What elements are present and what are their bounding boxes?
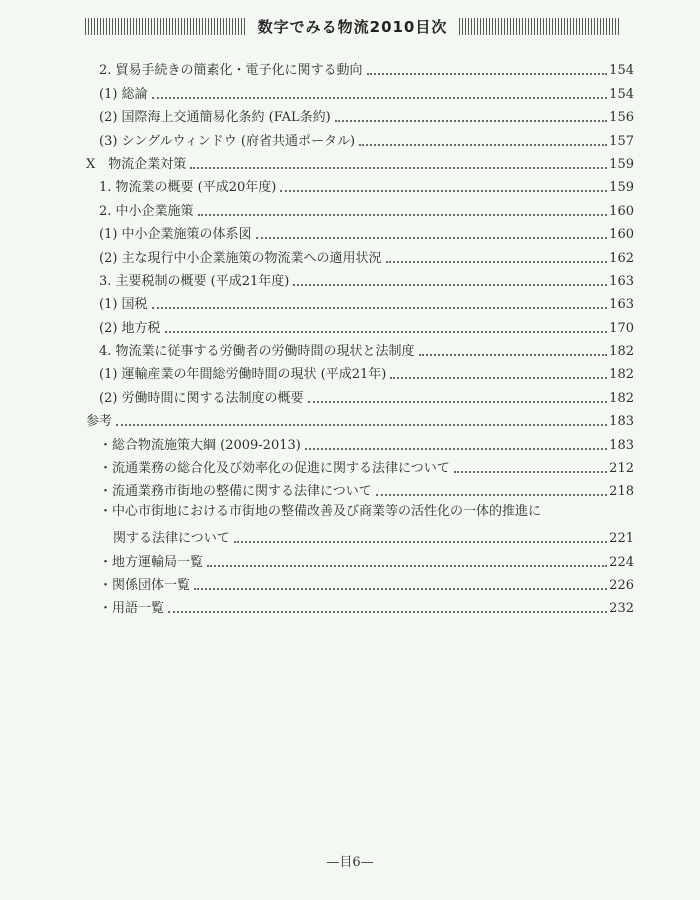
toc-leader-dots xyxy=(419,354,608,356)
toc-entry-page: 183 xyxy=(609,437,634,453)
toc-entry-page: 156 xyxy=(609,110,634,126)
toc-leader-dots xyxy=(152,97,608,99)
toc-entry[interactable] xyxy=(86,152,634,175)
toc-leader-dots xyxy=(308,401,608,403)
toc-entry-label: 1. 物流業の概要 (平成20年度) xyxy=(99,180,277,196)
toc-entry-label: (2) 国際海上交通簡易化条約 (FAL条約) xyxy=(99,110,331,126)
toc-entry-page: 182 xyxy=(609,344,634,360)
toc-entry-page: 232 xyxy=(609,601,634,617)
toc-entry-page: 183 xyxy=(609,414,634,430)
toc-entry-label: 2. 中小企業施策 xyxy=(99,203,194,219)
toc-entry-page: 154 xyxy=(609,63,634,79)
toc-entry-label: X 物流企業対策 xyxy=(86,156,187,172)
toc-leader-dots xyxy=(335,120,607,122)
toc-entry-page: 159 xyxy=(609,156,634,172)
toc-leader-dots xyxy=(116,424,607,426)
page-number: —目6— xyxy=(326,855,374,870)
toc-entry[interactable] xyxy=(86,596,634,619)
toc-entry-label: 3. 主要税制の概要 (平成21年度) xyxy=(99,273,290,289)
toc-entry-page: 157 xyxy=(609,133,634,149)
toc-entry-page: 226 xyxy=(609,577,634,593)
toc-entry[interactable] xyxy=(86,269,634,292)
toc-leader-dots xyxy=(390,377,607,379)
toc-leader-dots xyxy=(190,167,607,169)
toc-leader-dots xyxy=(280,190,607,192)
toc-leader-dots xyxy=(198,214,608,216)
toc-entry-page: 221 xyxy=(609,531,634,547)
toc-entry[interactable] xyxy=(86,409,634,432)
toc-leader-dots xyxy=(168,611,607,613)
toc-entry[interactable] xyxy=(86,573,634,596)
toc-leader-dots xyxy=(454,471,607,473)
toc-entry[interactable] xyxy=(86,245,634,268)
toc-entry-page: 224 xyxy=(609,554,634,570)
toc-list xyxy=(86,58,634,619)
toc-entry-label: (2) 労働時間に関する法制度の概要 xyxy=(99,390,304,406)
toc-entry[interactable] xyxy=(86,175,634,198)
toc-entry-label: (1) 国税 xyxy=(99,297,148,313)
toc-entry[interactable] xyxy=(86,198,634,221)
toc-entry-page: 212 xyxy=(609,461,634,477)
toc-leader-dots xyxy=(305,448,607,450)
toc-entry[interactable] xyxy=(86,432,634,455)
toc-leader-dots xyxy=(376,494,607,496)
header-hatch-left xyxy=(85,18,246,35)
toc-entry-label: ・流通業務市街地の整備に関する法律について xyxy=(99,484,372,500)
toc-leader-dots xyxy=(293,284,607,286)
toc-entry-page: 218 xyxy=(609,484,634,500)
toc-leader-dots xyxy=(234,541,607,543)
toc-entry[interactable] xyxy=(86,128,634,151)
toc-entry-label: 参考 xyxy=(86,414,113,430)
toc-entry[interactable] xyxy=(86,339,634,362)
toc-entry-page: 159 xyxy=(609,180,634,196)
toc-entry-label: (2) 地方税 xyxy=(99,320,161,336)
toc-entry-label: 関する法律について xyxy=(113,531,230,547)
toc-entry[interactable] xyxy=(86,81,634,104)
toc-entry-label: 2. 貿易手続きの簡素化・電子化に関する動向 xyxy=(99,63,363,79)
toc-entry[interactable] xyxy=(86,479,634,502)
toc-leader-dots xyxy=(207,565,607,567)
page-header xyxy=(85,14,620,38)
page-title: 数字でみる物流2010目次 xyxy=(257,17,448,36)
toc-entry[interactable] xyxy=(86,292,634,315)
toc-leader-dots xyxy=(194,588,607,590)
toc-leader-dots xyxy=(256,237,608,239)
toc-entry-page: 160 xyxy=(609,227,634,243)
toc-entry-label: ・地方運輸局一覧 xyxy=(99,554,204,570)
toc-entry[interactable] xyxy=(86,549,634,572)
toc-entry-label: (3) シングルウィンドウ (府省共通ポータル) xyxy=(99,133,356,149)
toc-entry-label: (1) 総論 xyxy=(99,86,148,102)
toc-entry[interactable] xyxy=(86,456,634,479)
toc-entry-page: 163 xyxy=(609,297,634,313)
toc-entry[interactable] xyxy=(86,362,634,385)
toc-entry-page: 154 xyxy=(609,86,634,102)
toc-entry[interactable] xyxy=(86,222,634,245)
toc-entry[interactable] xyxy=(86,502,634,525)
toc-leader-dots xyxy=(367,73,608,75)
toc-entry-label: ・中心市街地における市街地の整備改善及び商業等の活性化の一体的推進に xyxy=(99,504,542,520)
toc-entry-page: 182 xyxy=(609,367,634,383)
toc-entry-label: ・流通業務の総合化及び効率化の促進に関する法律について xyxy=(99,461,450,477)
toc-entry-label: ・総合物流施策大綱 (2009-2013) xyxy=(99,437,301,453)
toc-entry[interactable] xyxy=(86,58,634,81)
toc-entry-label: (1) 中小企業施策の体系図 xyxy=(99,227,252,243)
toc-entry-label: (2) 主な現行中小企業施策の物流業への適用状況 xyxy=(99,250,382,266)
header-hatch-right xyxy=(459,18,620,35)
toc-entry-label: (1) 運輸産業の年間総労働時間の現状 (平成21年) xyxy=(99,367,387,383)
toc-entry-page: 170 xyxy=(609,320,634,336)
toc-entry-label: ・関係団体一覧 xyxy=(99,577,191,593)
toc-leader-dots xyxy=(165,331,608,333)
toc-leader-dots xyxy=(359,144,607,146)
toc-entry-page: 163 xyxy=(609,273,634,289)
toc-entry[interactable] xyxy=(86,315,634,338)
toc-leader-dots xyxy=(386,261,608,263)
toc-entry-page: 162 xyxy=(609,250,634,266)
toc-entry-page: 182 xyxy=(609,390,634,406)
toc-leader-dots xyxy=(152,307,608,309)
toc-entry-page: 160 xyxy=(609,203,634,219)
toc-entry[interactable] xyxy=(86,105,634,128)
toc-entry-label: 4. 物流業に従事する労働者の労働時間の現状と法制度 xyxy=(99,344,415,360)
toc-entry[interactable] xyxy=(86,385,634,408)
toc-entry-label: ・用語一覧 xyxy=(99,601,165,617)
toc-entry[interactable] xyxy=(86,526,634,549)
